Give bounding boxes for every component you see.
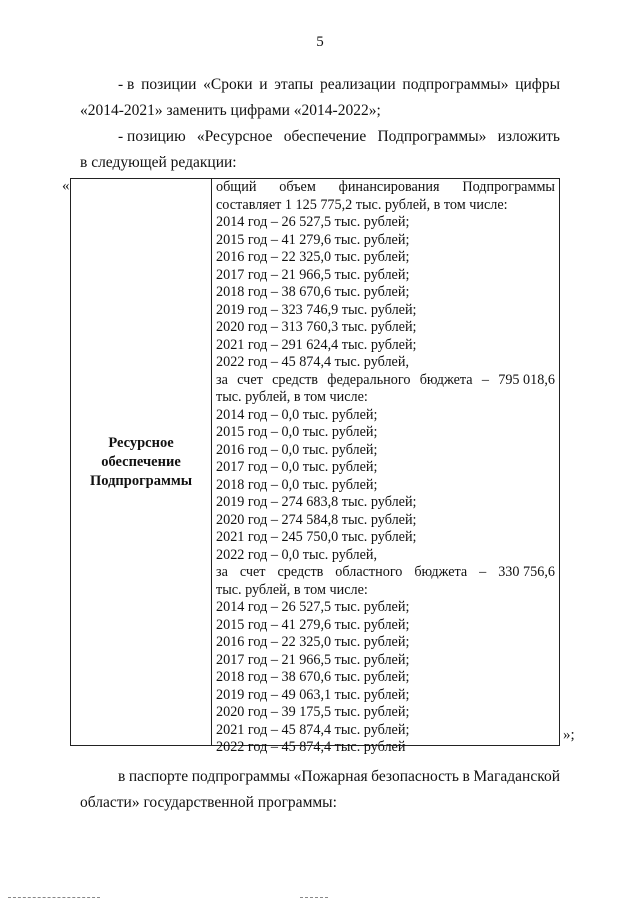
word: Подпрограммы» [377, 128, 487, 145]
resource-label-cell [71, 179, 212, 745]
funding-line: 2021 год – 291 624,4 тыс. рублей; [216, 336, 417, 353]
funding-line: 2019 год – 49 063,1 тыс. рублей; [216, 686, 410, 703]
word: областного [335, 564, 403, 580]
resource-table [70, 178, 560, 755]
paragraph-line [80, 764, 560, 790]
word: подпрограммы [191, 768, 291, 785]
word: за [216, 371, 228, 388]
funding-line: 2019 год – 323 746,9 тыс. рублей; [216, 301, 417, 318]
resource-values-cell [212, 179, 559, 755]
scan-mark [300, 897, 328, 899]
funding-line: 2021 год – 45 874,4 тыс. рублей; [216, 721, 410, 738]
word: изложить [497, 128, 560, 145]
word: за [216, 564, 228, 580]
paragraph-line [80, 72, 560, 98]
scan-mark [8, 897, 100, 899]
funding-line: 2014 год – 26 527,5 тыс. рублей; [216, 599, 410, 615]
word: подпрограммы» [402, 76, 509, 93]
funding-line: тыс. рублей, в том числе: [216, 581, 368, 598]
funding-line: 2015 год – 41 279,6 тыс. рублей; [216, 231, 410, 248]
word: безопасность [371, 768, 459, 785]
funding-line: 2014 год – 26 527,5 тыс. рублей; [216, 214, 410, 230]
paragraph-passport [80, 764, 560, 816]
funding-line: 2018 год – 38 670,6 тыс. рублей; [216, 284, 410, 300]
resource-label-line: Ресурсное [108, 434, 174, 451]
word: 330 756,6 [498, 564, 555, 580]
word: счет [237, 371, 263, 388]
open-quote: « [62, 178, 70, 194]
funding-line: 2015 год – 41 279,6 тыс. рублей; [216, 616, 410, 633]
funding-line: 2019 год – 274 683,8 тыс. рублей; [216, 494, 417, 510]
funding-line [216, 179, 555, 197]
word: обеспечение [283, 128, 367, 145]
word: объем [279, 179, 316, 195]
resource-label-line: Подпрограммы [89, 472, 193, 489]
funding-line: 2020 год – 274 584,8 тыс. рублей; [216, 511, 417, 528]
funding-line: 2022 год – 0,0 тыс. рублей, [216, 546, 378, 563]
funding-line: 2017 год – 21 966,5 тыс. рублей; [216, 266, 410, 283]
word: цифры [515, 76, 560, 93]
funding-line: тыс. рублей, в том числе: [216, 389, 368, 405]
funding-line: 2016 год – 22 325,0 тыс. рублей; [216, 249, 410, 265]
word: позиции [141, 76, 197, 93]
word: бюджета [419, 371, 473, 388]
funding-line: 2020 год – 313 760,3 тыс. рублей; [216, 319, 417, 335]
word: в [462, 768, 470, 785]
scan-edge-marks [0, 897, 640, 905]
funding-line: 2018 год – 38 670,6 тыс. рублей; [216, 669, 410, 685]
funding-line: составляет 1 125 775,2 тыс. рублей, в том числе: [216, 196, 508, 213]
word: бюджета [414, 564, 468, 580]
word: «Пожарная [293, 768, 368, 785]
word: средств [272, 371, 319, 388]
word: общий [216, 179, 257, 195]
funding-line: 2016 год – 0,0 тыс. рублей; [216, 441, 378, 458]
resource-label [90, 434, 192, 491]
word: 795 018,6 [498, 371, 555, 388]
funding-line: 2016 год – 22 325,0 тыс. рублей; [216, 634, 410, 650]
paragraph-line [80, 124, 560, 150]
funding-line: 2020 год – 39 175,5 тыс. рублей; [216, 704, 410, 720]
funding-line: 2022 год – 45 874,4 тыс. рублей [216, 739, 406, 755]
paragraph-line: области» государственной программы: [80, 794, 337, 811]
paragraph-line: в следующей редакции: [80, 154, 237, 171]
funding-line: 2021 год – 245 750,0 тыс. рублей; [216, 529, 417, 545]
word: средств [277, 564, 324, 580]
word: – [481, 371, 489, 388]
word: – [479, 564, 487, 580]
word: в [118, 768, 126, 785]
page-number: 5 [316, 34, 324, 50]
word: финансирования [338, 179, 440, 195]
funding-line: 2018 год – 0,0 тыс. рублей; [216, 476, 378, 493]
funding-line: 2014 год – 0,0 тыс. рублей; [216, 406, 378, 423]
paragraph-resource [80, 124, 560, 176]
word: этапы [274, 76, 314, 93]
word: и [259, 76, 268, 93]
funding-line [216, 372, 555, 390]
word: - позицию [118, 128, 186, 145]
funding-line: 2017 год – 0,0 тыс. рублей; [216, 459, 378, 475]
word: Магаданской [473, 768, 560, 785]
paragraph-line: «2014-2021» заменить цифрами «2014-2022»; [80, 102, 381, 119]
funding-line [216, 564, 555, 582]
word: Подпрограммы [462, 179, 555, 195]
close-quote: »; [563, 727, 575, 743]
word: паспорте [128, 768, 189, 785]
funding-line: 2015 год – 0,0 тыс. рублей; [216, 424, 378, 440]
word: счет [239, 564, 266, 580]
word: - в [118, 76, 135, 93]
word: «Сроки [203, 76, 253, 93]
paragraph-dates [80, 72, 560, 124]
funding-line: 2022 год – 45 874,4 тыс. рублей, [216, 354, 409, 370]
word: реализации [319, 76, 396, 93]
word: федерального [327, 371, 411, 388]
resource-label-line: обеспечение [101, 453, 181, 470]
funding-line: 2017 год – 21 966,5 тыс. рублей; [216, 651, 410, 668]
word: «Ресурсное [196, 128, 273, 145]
